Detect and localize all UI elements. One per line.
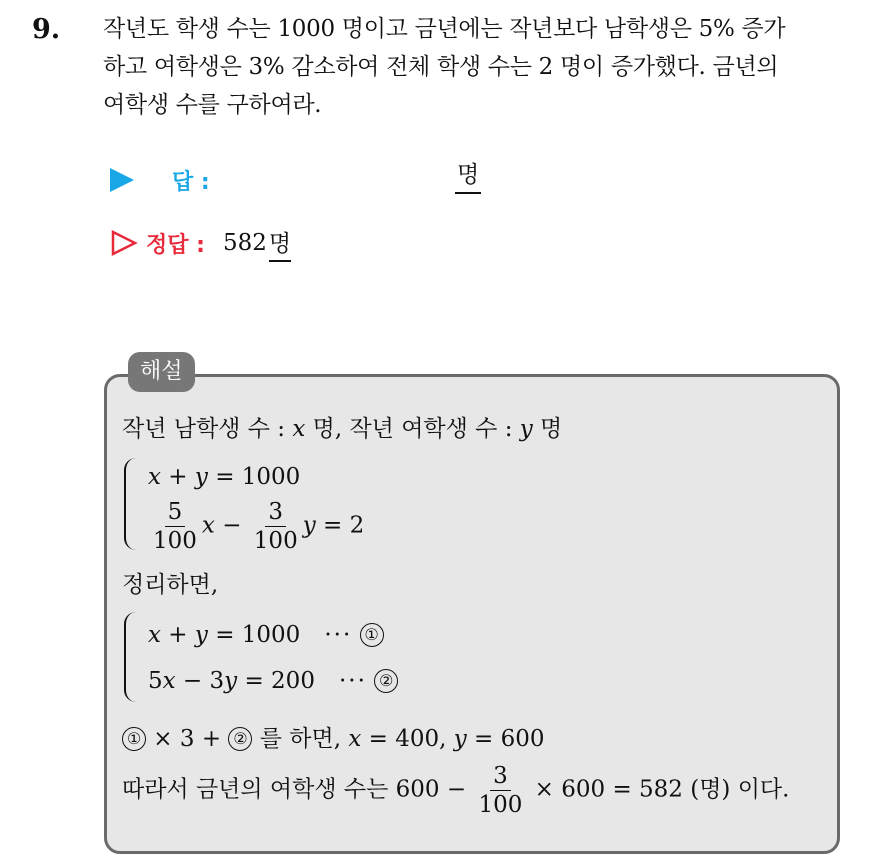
text: × 3 + bbox=[146, 726, 229, 752]
text: = 600 bbox=[466, 726, 545, 752]
text: − bbox=[214, 512, 249, 539]
fraction bbox=[475, 762, 525, 819]
var-x: x bbox=[162, 668, 176, 694]
question-line: 작년도 학생 수는 1000 명이고 금년에는 작년보다 남학생은 5% 증가 bbox=[103, 16, 786, 42]
var-x: x bbox=[148, 464, 161, 490]
question-line: 여학생 수를 구하여라. bbox=[103, 92, 322, 118]
numerator: 3 bbox=[490, 762, 511, 791]
var-y: y bbox=[194, 464, 208, 490]
denominator: 100 bbox=[478, 792, 523, 818]
key-row bbox=[110, 225, 291, 261]
denominator: 100 bbox=[253, 528, 298, 554]
explanation-line-variables bbox=[122, 410, 562, 443]
question-line: 하고 여학생은 3% 감소하여 전체 학생 수는 2 명이 증가했다. 금년의 bbox=[103, 54, 779, 80]
text: 명, 작년 여학생 수 : bbox=[305, 416, 520, 442]
text: = 1000 bbox=[207, 464, 301, 490]
var-x: x bbox=[348, 726, 362, 752]
var-y: y bbox=[302, 512, 316, 539]
circled-two: ② bbox=[228, 727, 252, 751]
text: 작년 남학생 수 : bbox=[122, 416, 293, 442]
system2-equation2 bbox=[148, 668, 398, 694]
text: 명 bbox=[532, 416, 563, 442]
explanation-tab: 해설 bbox=[128, 352, 195, 392]
text: = 200 bbox=[237, 668, 315, 694]
ellipsis: ··· bbox=[324, 622, 353, 648]
text: 따라서 금년의 여학생 수는 600 − bbox=[122, 776, 474, 803]
key-value: 582 bbox=[222, 230, 267, 256]
text: = 1000 bbox=[207, 622, 301, 648]
left-brace bbox=[124, 458, 140, 550]
text: 를 하면, bbox=[252, 726, 349, 752]
system1-equation2 bbox=[148, 498, 364, 555]
key-unit: 명 bbox=[269, 225, 291, 262]
numerator: 5 bbox=[165, 498, 186, 527]
var-y: y bbox=[453, 726, 467, 752]
left-brace bbox=[124, 612, 140, 702]
text: + bbox=[160, 464, 195, 490]
system1-equation1 bbox=[148, 464, 300, 490]
circled-one: ① bbox=[122, 727, 146, 751]
explanation-final bbox=[122, 762, 789, 819]
answer-label: 답 : bbox=[172, 169, 210, 195]
var-x: x bbox=[148, 622, 161, 648]
ellipsis: ··· bbox=[338, 668, 367, 694]
fraction bbox=[251, 498, 301, 555]
key-label: 정답 : bbox=[146, 232, 205, 258]
text: + bbox=[160, 622, 195, 648]
var-y: y bbox=[224, 668, 238, 694]
var-y: y bbox=[194, 622, 208, 648]
text: = 400, bbox=[361, 726, 454, 752]
question-text bbox=[103, 10, 873, 124]
numerator: 3 bbox=[265, 498, 286, 527]
circled-one: ① bbox=[360, 623, 384, 647]
answer-blank-unit[interactable]: 명 bbox=[455, 160, 481, 194]
explanation-arrange: 정리하면, bbox=[122, 572, 219, 598]
text: 5 bbox=[148, 668, 163, 694]
circled-two: ② bbox=[374, 669, 398, 693]
text: = 2 bbox=[315, 512, 365, 539]
play-triangle-icon bbox=[110, 168, 134, 192]
question-number: 9. bbox=[32, 14, 61, 45]
outline-triangle-icon bbox=[110, 229, 138, 257]
explanation-combine bbox=[122, 720, 545, 753]
text: × 600 = 582 (명) 이다. bbox=[527, 776, 790, 803]
var-x: x bbox=[201, 512, 215, 539]
fraction bbox=[150, 498, 200, 555]
answer-row bbox=[110, 162, 210, 198]
denominator: 100 bbox=[153, 528, 197, 554]
text: − 3 bbox=[175, 668, 225, 694]
var-x: x bbox=[292, 416, 306, 442]
system2-equation1 bbox=[148, 622, 384, 648]
var-y: y bbox=[519, 416, 533, 442]
